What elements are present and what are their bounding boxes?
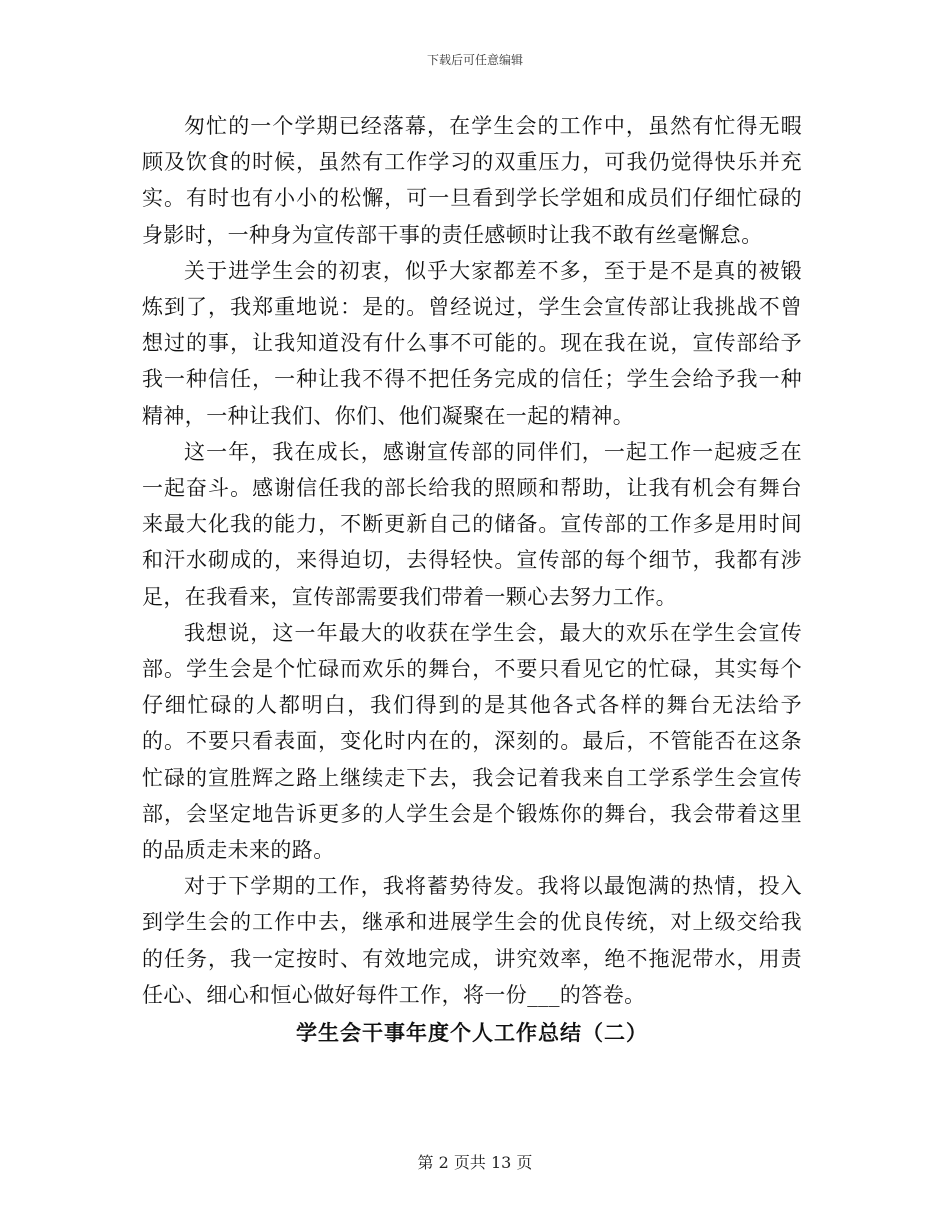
page-header-note: 下载后可任意编辑: [426, 53, 523, 67]
section-title: 学生会干事年度个人工作总结（二）: [296, 1020, 648, 1046]
paragraph-2: 关于进学生会的初衷，似乎大家都差不多，至于是不是真的被锻炼到了，我郑重地说：是的。曾经说过，学生会宣传部让我挑战不曾想过的事，让我知道没有什么事不可能的。现在我在说，宣传部给予我一种信任，一种让我不得不把任务完成的信任；学生会给予我一种精神，一种让我们、你们、他们凝聚在一起的精神。: [142, 258, 802, 428]
paragraph-5: 对于下学期的工作，我将蓄势待发。我将以最饱满的热情，投入到学生会的工作中去，继承和进展学生会的优良传统，对上级交给我的任务，我一定按时、有效地完成，讲究效率，绝不拖泥带水，用责任心、细心和恒心做好每件工作，将一份___的答卷。: [142, 874, 802, 1007]
paragraph-1: 匆忙的一个学期已经落幕，在学生会的工作中，虽然有忙得无暇顾及饮食的时候，虽然有工作学习的双重压力，可我仍觉得快乐并充实。有时也有小小的松懈，可一旦看到学长学姐和成员们仔细忙碌的身影时，一种身为宣传部干事的责任感顿时让我不敢有丝毫懈怠。: [142, 114, 802, 247]
document-body: [142, 108, 802, 1051]
paragraph-4: 我想说，这一年最大的收获在学生会，最大的欢乐在学生会宣传部。学生会是个忙碌而欢乐的舞台，不要只看见它的忙碌，其实每个仔细忙碌的人都明白，我们得到的是其他各式各样的舞台无法给予的。不要只看表面，变化时内在的，深刻的。最后，不管能否在这条忙碌的宣胜辉之路上继续走下去，我会记着我来自工学系学生会宣传部，会坚定地告诉更多的人学生会是个锻炼你的舞台，我会带着这里的品质走未来的路。: [142, 620, 802, 863]
paragraph-3: 这一年，我在成长，感谢宣传部的同伴们，一起工作一起疲乏在一起奋斗。感谢信任我的部长给我的照顾和帮助，让我有机会有舞台来最大化我的能力，不断更新自己的储备。宣传部的工作多是用时间和汗水砌成的，来得迫切，去得轻快。宣传部的每个细节，我都有涉足，在我看来，宣传部需要我们带着一颗心去努力工作。: [142, 439, 802, 609]
page-number: 第 2 页共 13 页: [417, 1153, 533, 1172]
